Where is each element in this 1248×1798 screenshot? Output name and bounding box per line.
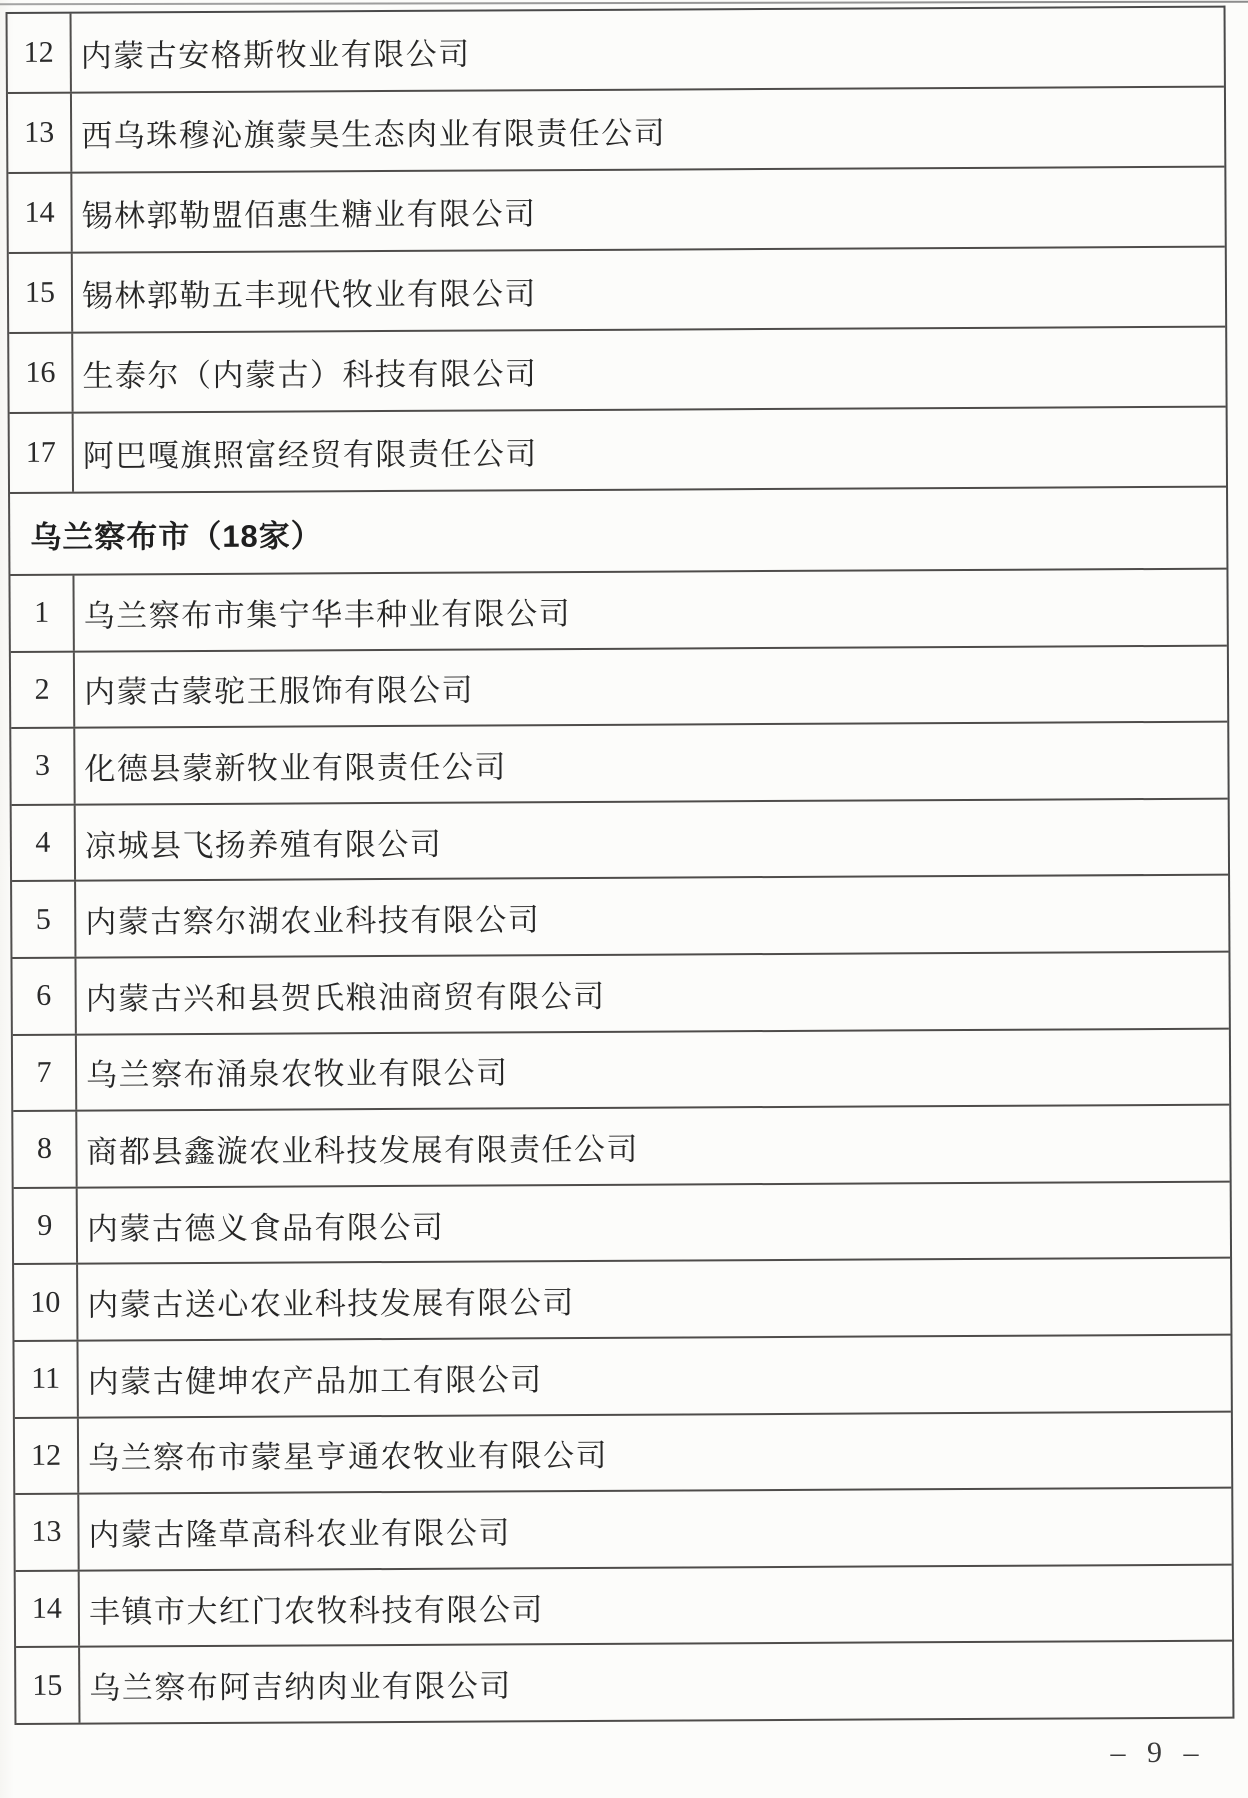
company-name-cell: 乌兰察布涌泉农牧业有限公司 — [85, 1055, 509, 1093]
row-number-cell: 9 — [14, 1188, 78, 1263]
company-name-cell: 化德县蒙新牧业有限责任公司 — [84, 749, 508, 787]
table-row — [10, 408, 1226, 494]
row-number-cell: 17 — [10, 414, 74, 492]
row-number-cell: 12 — [15, 1418, 79, 1493]
table-row — [12, 876, 1228, 959]
table-row — [13, 1106, 1229, 1189]
city-section-header-row — [10, 488, 1226, 576]
company-name-cell: 内蒙古隆草高科农业有限公司 — [88, 1515, 512, 1553]
table-row — [11, 646, 1227, 729]
company-name-cell: 乌兰察布市集宁华丰种业有限公司 — [83, 595, 572, 634]
table-row — [12, 799, 1228, 882]
table-row — [12, 953, 1228, 1036]
table-row — [14, 1182, 1230, 1265]
row-number-cell: 7 — [13, 1035, 77, 1110]
table-row — [14, 1336, 1230, 1419]
row-number-cell: 13 — [8, 94, 72, 172]
table-row — [16, 1565, 1232, 1648]
company-name-cell: 内蒙古健坤农产品加工有限公司 — [87, 1361, 543, 1400]
company-name-cell: 西乌珠穆沁旗蒙昊生态肉业有限责任公司 — [81, 115, 667, 154]
row-number-cell: 13 — [15, 1495, 79, 1570]
row-number-cell: 1 — [10, 576, 74, 651]
company-name-cell: 生泰尔（内蒙古）科技有限公司 — [82, 355, 538, 394]
table-row — [8, 168, 1224, 254]
table-row — [13, 1029, 1229, 1112]
table-row — [16, 1642, 1232, 1725]
table-row — [8, 8, 1224, 94]
row-number-cell: 5 — [12, 882, 76, 957]
table-row — [9, 248, 1225, 334]
company-list-table — [6, 6, 1235, 1725]
company-name-cell: 乌兰察布阿吉纳肉业有限公司 — [89, 1668, 512, 1706]
table-row — [9, 328, 1225, 414]
company-name-cell: 凉城县飞扬养殖有限公司 — [84, 826, 443, 864]
row-number-cell: 4 — [12, 805, 76, 880]
row-number-cell: 15 — [9, 254, 73, 332]
company-name-cell: 内蒙古安格斯牧业有限公司 — [80, 36, 471, 74]
row-number-cell: 3 — [11, 729, 75, 804]
row-number-cell: 15 — [16, 1648, 80, 1723]
company-name-cell: 锡林郭勒盟佰惠生糖业有限公司 — [81, 195, 537, 234]
row-number-cell: 8 — [13, 1112, 77, 1187]
company-name-cell: 锡林郭勒五丰现代牧业有限公司 — [81, 275, 538, 314]
row-number-cell: 2 — [11, 652, 75, 727]
row-number-cell: 16 — [9, 334, 73, 412]
table-row — [8, 88, 1224, 174]
city-section-header-label: 乌兰察布市（18家） — [30, 517, 323, 555]
table-row — [15, 1489, 1231, 1572]
table-row — [10, 570, 1226, 653]
row-number-cell: 10 — [14, 1265, 78, 1340]
row-number-cell: 12 — [8, 14, 72, 92]
company-name-cell: 内蒙古蒙驼王服饰有限公司 — [83, 672, 475, 711]
company-name-cell: 内蒙古兴和县贺氏粮油商贸有限公司 — [85, 978, 606, 1017]
company-name-cell: 内蒙古德义食品有限公司 — [86, 1209, 445, 1247]
row-number-cell: 11 — [14, 1342, 78, 1417]
table-row — [15, 1412, 1231, 1495]
company-name-cell: 阿巴嘎旗照富经贸有限责任公司 — [82, 435, 538, 474]
company-name-cell: 内蒙古送心农业科技发展有限公司 — [87, 1285, 575, 1323]
company-name-cell: 丰镇市大红门农牧科技有限公司 — [88, 1591, 544, 1630]
scan-artifact-top-line — [0, 1, 1248, 6]
table-row — [11, 723, 1227, 806]
row-number-cell: 14 — [16, 1571, 80, 1646]
page-number: – 9 – — [1110, 1736, 1206, 1769]
company-name-cell: 内蒙古察尔湖农业科技有限公司 — [85, 902, 541, 940]
table-row — [14, 1259, 1230, 1342]
row-number-cell: 6 — [12, 959, 76, 1034]
company-name-cell: 商都县鑫漩农业科技发展有限责任公司 — [86, 1131, 640, 1170]
company-name-cell: 乌兰察布市蒙星亨通农牧业有限公司 — [87, 1438, 609, 1476]
row-number-cell: 14 — [8, 174, 72, 252]
